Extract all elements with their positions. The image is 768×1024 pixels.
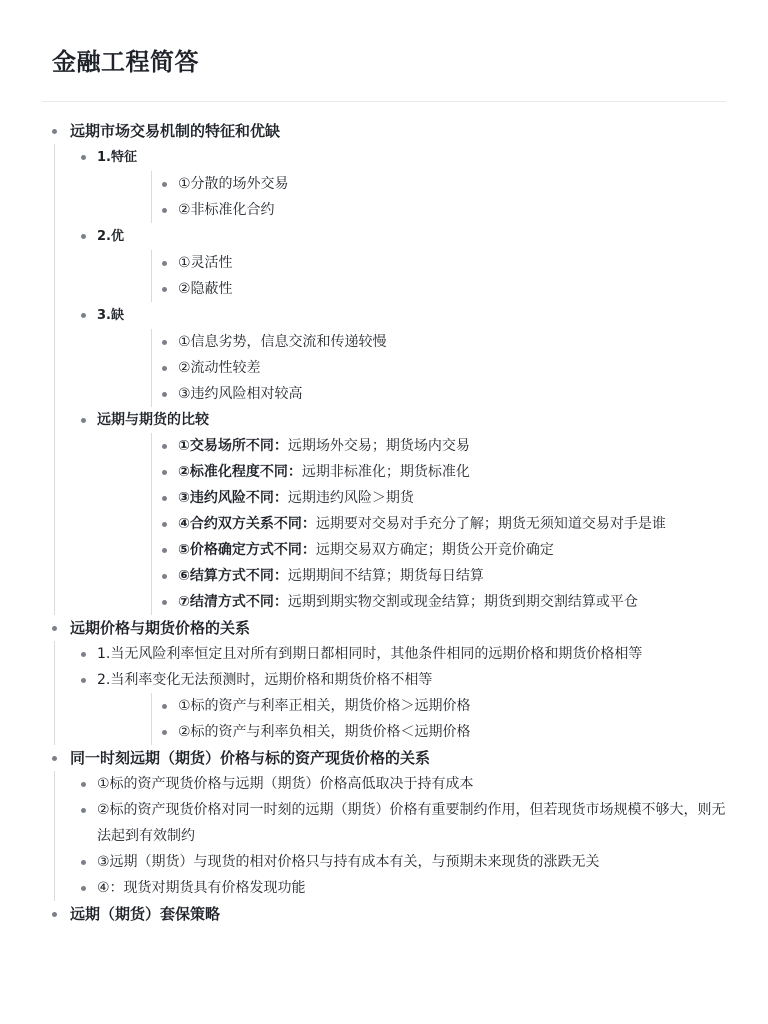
node-label: ③违约风险相对较高 bbox=[178, 386, 303, 402]
list-item bbox=[152, 250, 768, 276]
list-item bbox=[152, 563, 768, 589]
outline-node-pros bbox=[55, 223, 768, 302]
bullet-icon[interactable] bbox=[162, 366, 167, 371]
outline-row[interactable] bbox=[55, 144, 768, 171]
outline-row[interactable] bbox=[152, 485, 768, 511]
bullet-icon[interactable] bbox=[81, 808, 86, 813]
list-item bbox=[152, 433, 768, 459]
list-item bbox=[55, 849, 768, 875]
outline-row[interactable] bbox=[55, 223, 768, 250]
outline-row[interactable] bbox=[152, 433, 768, 459]
outline-row[interactable] bbox=[152, 171, 768, 197]
item-key: ⑤价格确定方式不同： bbox=[178, 542, 316, 558]
outline-row[interactable] bbox=[55, 849, 768, 875]
list-item bbox=[152, 197, 768, 223]
list-item bbox=[152, 693, 768, 719]
outline-children bbox=[54, 641, 768, 745]
node-label: 远期市场交易机制的特征和优缺 bbox=[70, 122, 281, 140]
bullet-icon[interactable] bbox=[162, 548, 167, 553]
outline-row[interactable] bbox=[152, 511, 768, 537]
outline-row[interactable] bbox=[55, 771, 768, 797]
node-label: 2.当利率变化无法预测时，远期价格和期货价格不相等 bbox=[97, 672, 433, 688]
outline-row[interactable] bbox=[55, 797, 737, 849]
title-divider bbox=[42, 101, 726, 102]
outline-row[interactable] bbox=[0, 901, 768, 927]
outline-row[interactable] bbox=[55, 667, 768, 693]
outline-row[interactable] bbox=[152, 537, 768, 563]
list-item bbox=[55, 771, 768, 797]
list-item bbox=[152, 485, 768, 511]
outline-row[interactable] bbox=[152, 589, 768, 615]
list-item bbox=[55, 641, 768, 667]
outline-children bbox=[54, 771, 768, 901]
outline-tree bbox=[0, 118, 768, 927]
bullet-icon[interactable] bbox=[81, 652, 86, 657]
node-label: ②标的资产现货价格对同一时刻的远期（期货）价格有重要制约作用，但若现货市场规模不够大，则无法起到有效制约 bbox=[97, 802, 726, 844]
bullet-icon[interactable] bbox=[162, 392, 167, 397]
list-item bbox=[152, 459, 768, 485]
node-label: ①分散的场外交易 bbox=[178, 176, 289, 192]
item-key: ⑦结清方式不同： bbox=[178, 594, 288, 610]
bullet-icon[interactable] bbox=[162, 470, 167, 475]
page-title: 金融工程简答 bbox=[52, 48, 199, 76]
node-label: ②流动性较差 bbox=[178, 360, 261, 376]
node-label: ①灵活性 bbox=[178, 255, 233, 271]
bullet-icon[interactable] bbox=[162, 261, 167, 266]
bullet-icon[interactable] bbox=[162, 600, 167, 605]
outline-node-sec2 bbox=[0, 615, 768, 745]
outline-children bbox=[151, 433, 768, 615]
node-label: 远期价格与期货价格的关系 bbox=[70, 619, 251, 637]
outline-row[interactable] bbox=[152, 381, 768, 407]
list-item bbox=[152, 329, 768, 355]
bullet-icon[interactable] bbox=[162, 444, 167, 449]
list-item bbox=[152, 355, 768, 381]
outline-row[interactable] bbox=[0, 745, 768, 771]
bullet-icon[interactable] bbox=[81, 678, 86, 683]
list-item bbox=[152, 537, 768, 563]
outline-node-sec2-item2 bbox=[55, 667, 768, 745]
item-value: 远期期间不结算；期货每日结算 bbox=[287, 568, 484, 584]
bullet-icon[interactable] bbox=[81, 860, 86, 865]
bullet-icon[interactable] bbox=[162, 522, 167, 527]
list-item bbox=[152, 719, 768, 745]
node-label: ①标的资产与利率正相关，期货价格＞远期价格 bbox=[178, 698, 471, 714]
item-value: 远期违约风险＞期货 bbox=[287, 490, 414, 506]
node-label: ③远期（期货）与现货的相对价格只与持有成本有关，与预期未来现货的涨跌无关 bbox=[97, 854, 600, 870]
bullet-icon[interactable] bbox=[81, 886, 86, 891]
outline-row[interactable] bbox=[152, 250, 768, 276]
outline-node-sec3 bbox=[0, 745, 768, 901]
bullet-icon[interactable] bbox=[81, 782, 86, 787]
list-item bbox=[152, 276, 768, 302]
bullet-icon[interactable] bbox=[162, 730, 167, 735]
item-value: 远期到期实物交割或现金结算；期货到期交割结算或平仓 bbox=[287, 594, 638, 610]
bullet-icon[interactable] bbox=[52, 626, 57, 631]
bullet-icon[interactable] bbox=[81, 418, 86, 423]
outline-children bbox=[54, 144, 768, 615]
list-item bbox=[55, 875, 768, 901]
list-item bbox=[152, 589, 768, 615]
item-key: ①交易场所不同： bbox=[178, 438, 288, 454]
node-label: 1.特征 bbox=[97, 150, 137, 165]
item-value: 远期交易双方确定；期货公开竞价确定 bbox=[315, 542, 554, 558]
node-label: 远期（期货）套保策略 bbox=[70, 905, 221, 923]
outline-row[interactable] bbox=[152, 563, 768, 589]
bullet-icon[interactable] bbox=[162, 704, 167, 709]
node-label: 3.缺 bbox=[97, 308, 124, 323]
bullet-icon[interactable] bbox=[52, 129, 57, 134]
item-key: ③违约风险不同： bbox=[178, 490, 288, 506]
outline-row[interactable] bbox=[0, 118, 768, 144]
item-value: 远期非标准化；期货标准化 bbox=[301, 464, 470, 480]
list-item bbox=[55, 797, 768, 849]
node-label: ④：现货对期货具有价格发现功能 bbox=[97, 880, 306, 896]
outline-row[interactable] bbox=[152, 197, 768, 223]
bullet-icon[interactable] bbox=[81, 234, 86, 239]
outline-node-compare bbox=[55, 407, 768, 615]
bullet-icon[interactable] bbox=[81, 313, 86, 318]
bullet-icon[interactable] bbox=[162, 496, 167, 501]
bullet-icon[interactable] bbox=[162, 208, 167, 213]
outline-children bbox=[151, 693, 768, 745]
bullet-icon[interactable] bbox=[52, 756, 57, 761]
outline-row[interactable] bbox=[0, 615, 768, 641]
outline-row[interactable] bbox=[152, 276, 768, 302]
outline-children bbox=[151, 171, 768, 223]
outline-row[interactable] bbox=[55, 302, 768, 329]
bullet-icon[interactable] bbox=[81, 155, 86, 160]
node-label: 同一时刻远期（期货）价格与标的资产现货价格的关系 bbox=[70, 749, 431, 767]
outline-node-features bbox=[55, 144, 768, 223]
outline-node-sec1 bbox=[0, 118, 768, 615]
bullet-icon[interactable] bbox=[162, 340, 167, 345]
node-label: 远期与期货的比较 bbox=[97, 412, 209, 428]
node-label: 1.当无风险利率恒定且对所有到期日都相同时，其他条件相同的远期价格和期货价格相等 bbox=[97, 646, 643, 662]
node-label: ①标的资产现货价格与远期（期货）价格高低取决于持有成本 bbox=[97, 776, 474, 792]
node-label: ②隐蔽性 bbox=[178, 281, 233, 297]
outline-children bbox=[151, 250, 768, 302]
outline-row[interactable] bbox=[152, 459, 768, 485]
outline-node-cons bbox=[55, 302, 768, 407]
outline-node-sec4 bbox=[0, 901, 768, 927]
node-label: 2.优 bbox=[97, 229, 124, 244]
item-key: ⑥结算方式不同： bbox=[178, 568, 288, 584]
outline-row[interactable] bbox=[55, 641, 768, 667]
bullet-icon[interactable] bbox=[162, 574, 167, 579]
node-label: ②标的资产与利率负相关，期货价格＜远期价格 bbox=[178, 724, 471, 740]
item-key: ②标准化程度不同： bbox=[178, 464, 302, 480]
outline-row[interactable] bbox=[152, 693, 768, 719]
item-value: 远期场外交易；期货场内交易 bbox=[287, 438, 470, 454]
bullet-icon[interactable] bbox=[162, 182, 167, 187]
list-item bbox=[152, 381, 768, 407]
outline-root-list bbox=[0, 118, 768, 927]
bullet-icon[interactable] bbox=[162, 287, 167, 292]
outline-row[interactable] bbox=[55, 875, 768, 901]
outline-row[interactable] bbox=[55, 407, 768, 433]
item-key: ④合约双方关系不同： bbox=[178, 516, 316, 532]
outline-row[interactable] bbox=[152, 329, 768, 355]
outline-row[interactable] bbox=[152, 355, 768, 381]
outline-children bbox=[151, 329, 768, 407]
list-item bbox=[152, 171, 768, 197]
list-item bbox=[152, 511, 768, 537]
node-label: ②非标准化合约 bbox=[178, 202, 275, 218]
item-value: 远期要对交易对手充分了解；期货无须知道交易对手是谁 bbox=[315, 516, 666, 532]
node-label: ①信息劣势，信息交流和传递较慢 bbox=[178, 334, 387, 350]
outline-row[interactable] bbox=[152, 719, 768, 745]
bullet-icon[interactable] bbox=[52, 912, 57, 917]
